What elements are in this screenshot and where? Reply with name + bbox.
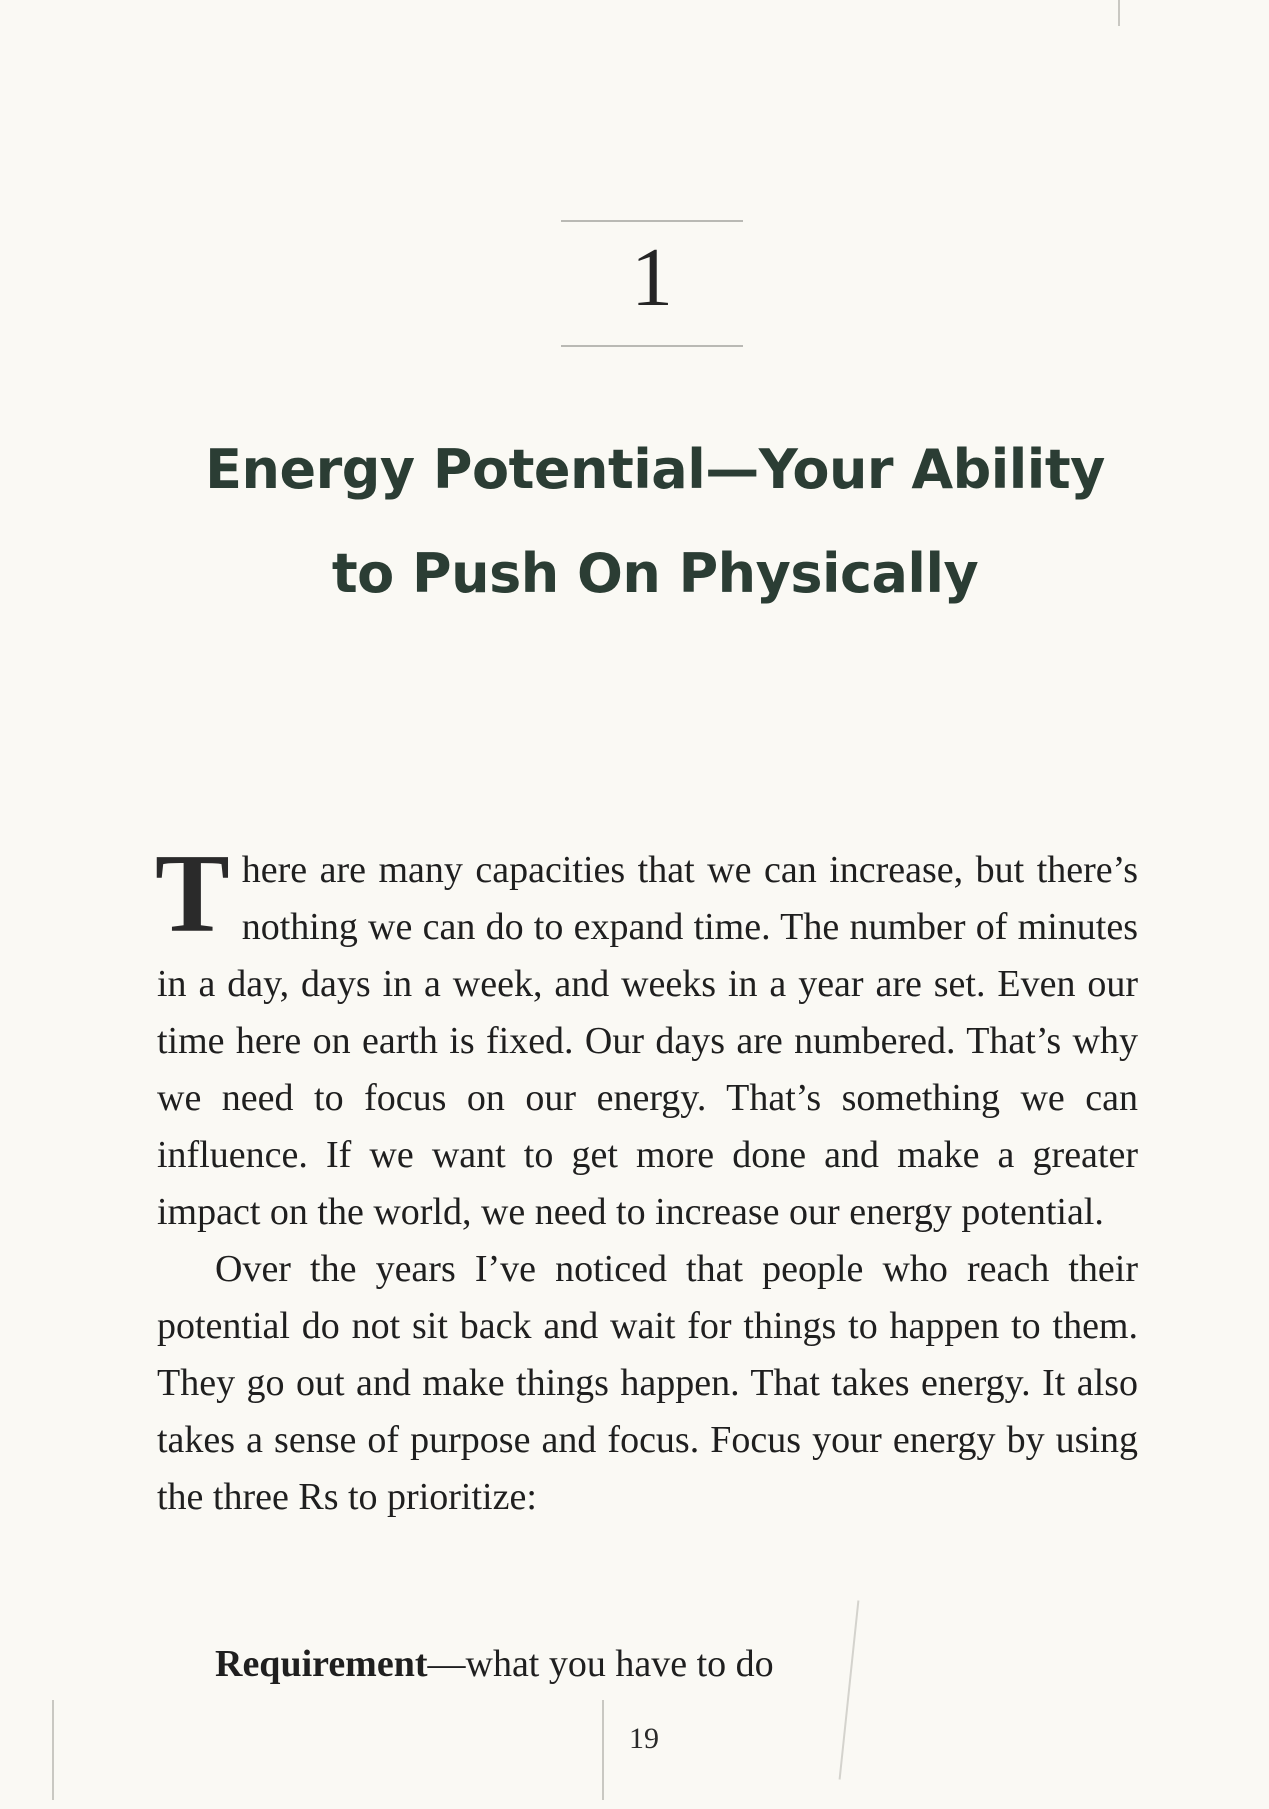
scan-artifact-line [52, 1700, 54, 1800]
chapter-title-line-2: to Push On Physically [331, 542, 979, 605]
chapter-title [150, 418, 1160, 626]
list-item-term: Requirement [215, 1643, 428, 1685]
paragraph-1-text: here are many capacities that we can increase, but there’s nothing we can do to expand time. The number of minutes in a day, days in a week, and weeks in a year are set. Even our time here on earth is fixed. Our days are numbered. That’s why we need to focus on our energy. That’s something we can influence. If we want to get more done and make a greater impact on the world, we need to increase our energy potential. [157, 849, 1138, 1233]
list-item-requirement [215, 1636, 774, 1693]
drop-cap: T [155, 832, 230, 956]
list-item-text: —what you have to do [427, 1643, 774, 1685]
scan-artifact-line [1118, 0, 1120, 26]
paragraph-2: Over the years I’ve noticed that people who reach their potential do not sit back and wait for things to happen to them. They go out and make things happen. That takes energy. It also takes a sense of purpose and focus. Focus your energy by using the three Rs to prioritize: [157, 1248, 1138, 1518]
page-number: 19 [629, 1722, 659, 1755]
scan-artifact-line [602, 1700, 604, 1800]
scan-artifact-line [839, 1600, 860, 1779]
body-text [155, 832, 1138, 1526]
paragraph-1 [155, 832, 1138, 1241]
chapter-number: 1 [631, 231, 673, 324]
chapter-number-top-rule [561, 220, 743, 222]
chapter-title-line-1: Energy Potential—Your Ability [205, 438, 1105, 501]
chapter-number-bottom-rule [561, 345, 743, 347]
